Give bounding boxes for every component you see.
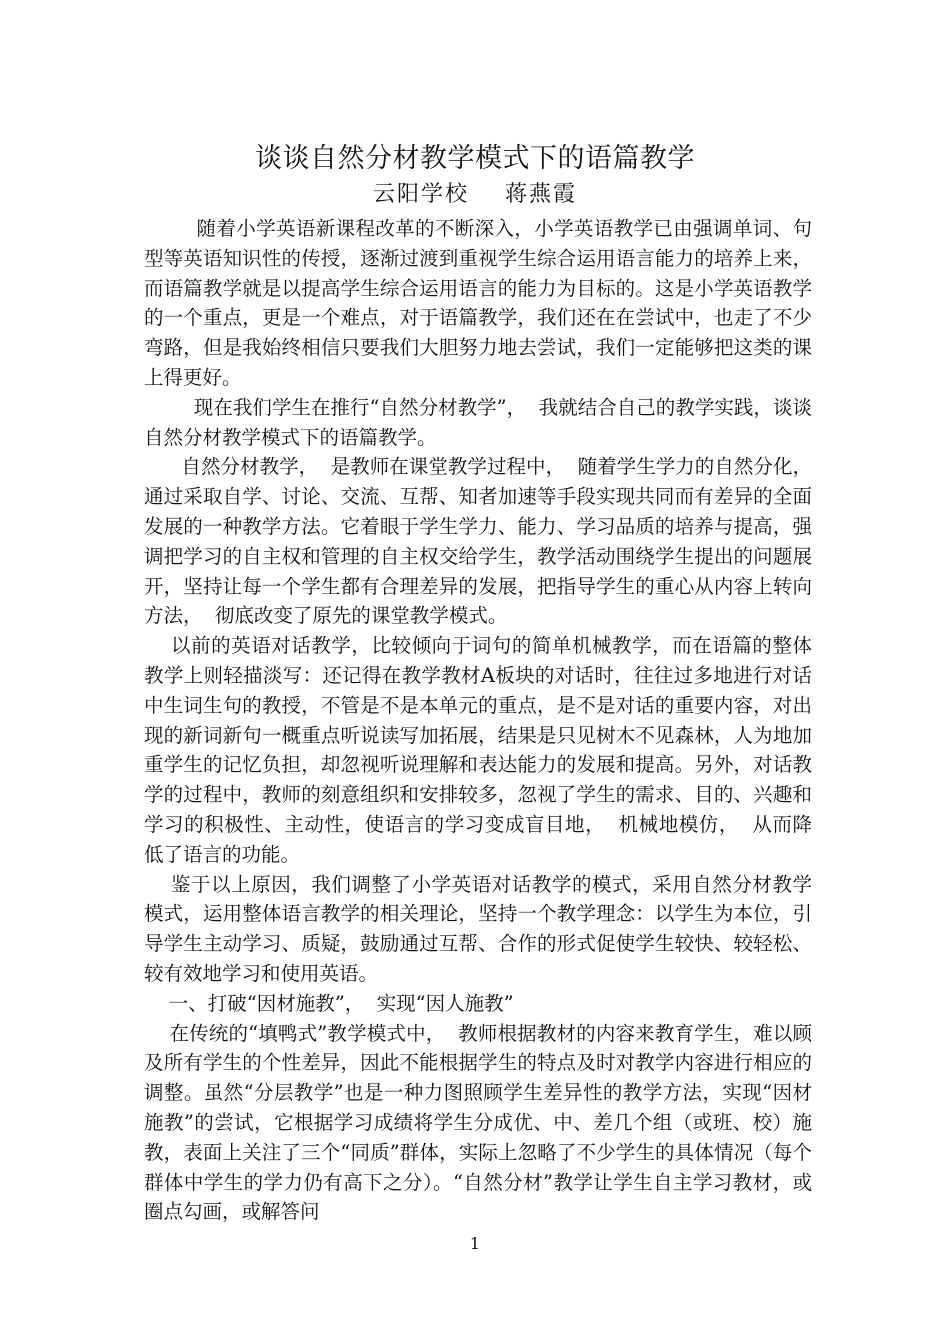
body-paragraph: 现在我们学生在推行“自然分材教学”， 我就结合自己的教学实践，谈谈自然分材教学模式下的语篇教学。 — [144, 395, 812, 449]
body-paragraph: 在传统的“填鸭式”教学模式中， 教师根据教材的内容来教育学生，难以顾及所有学生的个性差异，因此不能根据学生的特点及时对教学内容进行相应的调整。虽然“分层教学”也是一种力图照顾学生差异性的教学方法，实现“因材施教”的尝试，它根据学习成绩将学生分成优、中、差几个组（或班、校）施教，表面上关注了三个“同质”群体，实际上忽略了不少学生的具体情况（每个群体中学生的学力仍有高下之分）。“自然分材”教学让学生自主学习教材，或圈点勾画，或解答问 — [144, 1021, 812, 1224]
body-paragraph: 自然分材教学， 是教师在课堂教学过程中， 随着学生学力的自然分化，通过采取自学、讨论、交流、互帮、知者加速等手段实现共同而有差异的全面发展的一种教学方法。它着眼于学生学力、能力、学习品质的培养与提高，强调把学习的自主权和管理的自主权交给学生，教学活动围绕学生提出的问题展开，坚持让每一个学生都有合理差异的发展，把指导学生的重心从内容上转向方法， 彻底改变了原先的课堂教学模式。 — [144, 455, 812, 628]
body-paragraph: 以前的英语对话教学，比较倾向于词句的简单机械教学，而在语篇的整体教学上则轻描淡写：还记得在教学教材A板块的对话时，往往过多地进行对话中生词生句的教授，不管是不是本单元的重点，是不是对话的重要内容，对出现的新词新句一概重点听说读写加拓展，结果是只见树木不见森林，人为地加重学生的记忆负担，却忽视听说理解和表达能力的发展和提高。另外，对话教学的过程中，教师的刻意组织和安排较多，忽视了学生的需求、目的、兴趣和学习的积极性、主动性，使语言的学习变成盲目地， 机械地模仿， 从而降低了语言的功能。 — [144, 634, 812, 866]
document-title: 谈谈自然分材教学模式下的语篇教学 — [255, 143, 695, 174]
section-heading: 一、打破“因材施教”， 实现“因人施教” — [144, 991, 514, 1015]
author-line: 云阳学校 蒋燕霞 — [373, 182, 577, 207]
document-body — [144, 214, 812, 1227]
body-paragraph: 随着小学英语新课程改革的不断深入，小学英语教学已由强调单词、句型等英语知识性的传授，逐渐过渡到重视学生综合运用语言能力的培养上来，而语篇教学就是以提高学生综合运用语言的能力为目标的。这是小学英语教学的一个重点，更是一个难点，对于语篇教学，我们还在在尝试中，也走了不少弯路，但是我始终相信只要我们大胆努力地去尝试，我们一定能够把这类的课上得更好。 — [144, 217, 812, 389]
page-number: 1 — [469, 1234, 481, 1253]
body-paragraph: 鉴于以上原因，我们调整了小学英语对话教学的模式，采用自然分材教学模式，运用整体语言教学的相关理论，坚持一个教学理念：以学生为本位，引导学生主动学习、质疑，鼓励通过互帮、合作的形式促使学生较快、较轻松、较有效地学习和使用英语。 — [144, 872, 812, 985]
